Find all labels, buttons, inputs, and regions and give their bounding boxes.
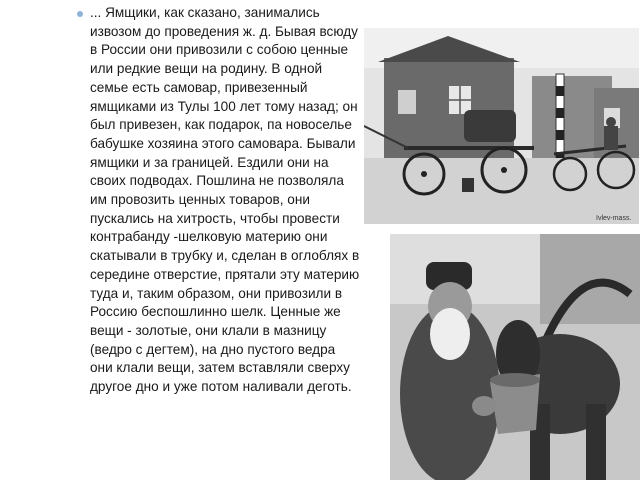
list-item [78,4,360,397]
wagon-illustration [364,28,639,224]
text-block [78,4,360,397]
paragraph-text: ... Ямщики, как сказано, занимались извозом до проведения ж. д. Бывая всюду в России они привозили с собою ценные или редкие вещи на родину. В одной семье есть самовар, привезенный ямщиками из Тулы 100 лет тому назад; он был привезен, как подарок, па новоселье бабушке хозяина этого самовара. Бывали ямщики и за границей. Ездили они на своих подводах. Пошлина не позволяла им провозить ценных товаров, они пускались на хитрость, чтобы провести контрабанду -шелковую материю они скатывали в трубку и, сделан в оглоблях в середине отверстие, прятали эту материю туда и, таким образом, они привозили в Россию беспошлинно шелк. Ценные же вещи - золотые, они клали в мазницу (ведро с дегтем), на дно пустого ведра они клали вещи, затем вставляли сверху другое дно и уже потом наливали деготь. [90,5,360,395]
coachman-photo [390,234,640,480]
bullet-icon [77,11,83,17]
coachman-drawing [390,234,640,480]
signature-text: Ivlev-mass. [596,215,632,222]
bullet-list [78,4,360,397]
wagon-drawing [364,28,639,224]
